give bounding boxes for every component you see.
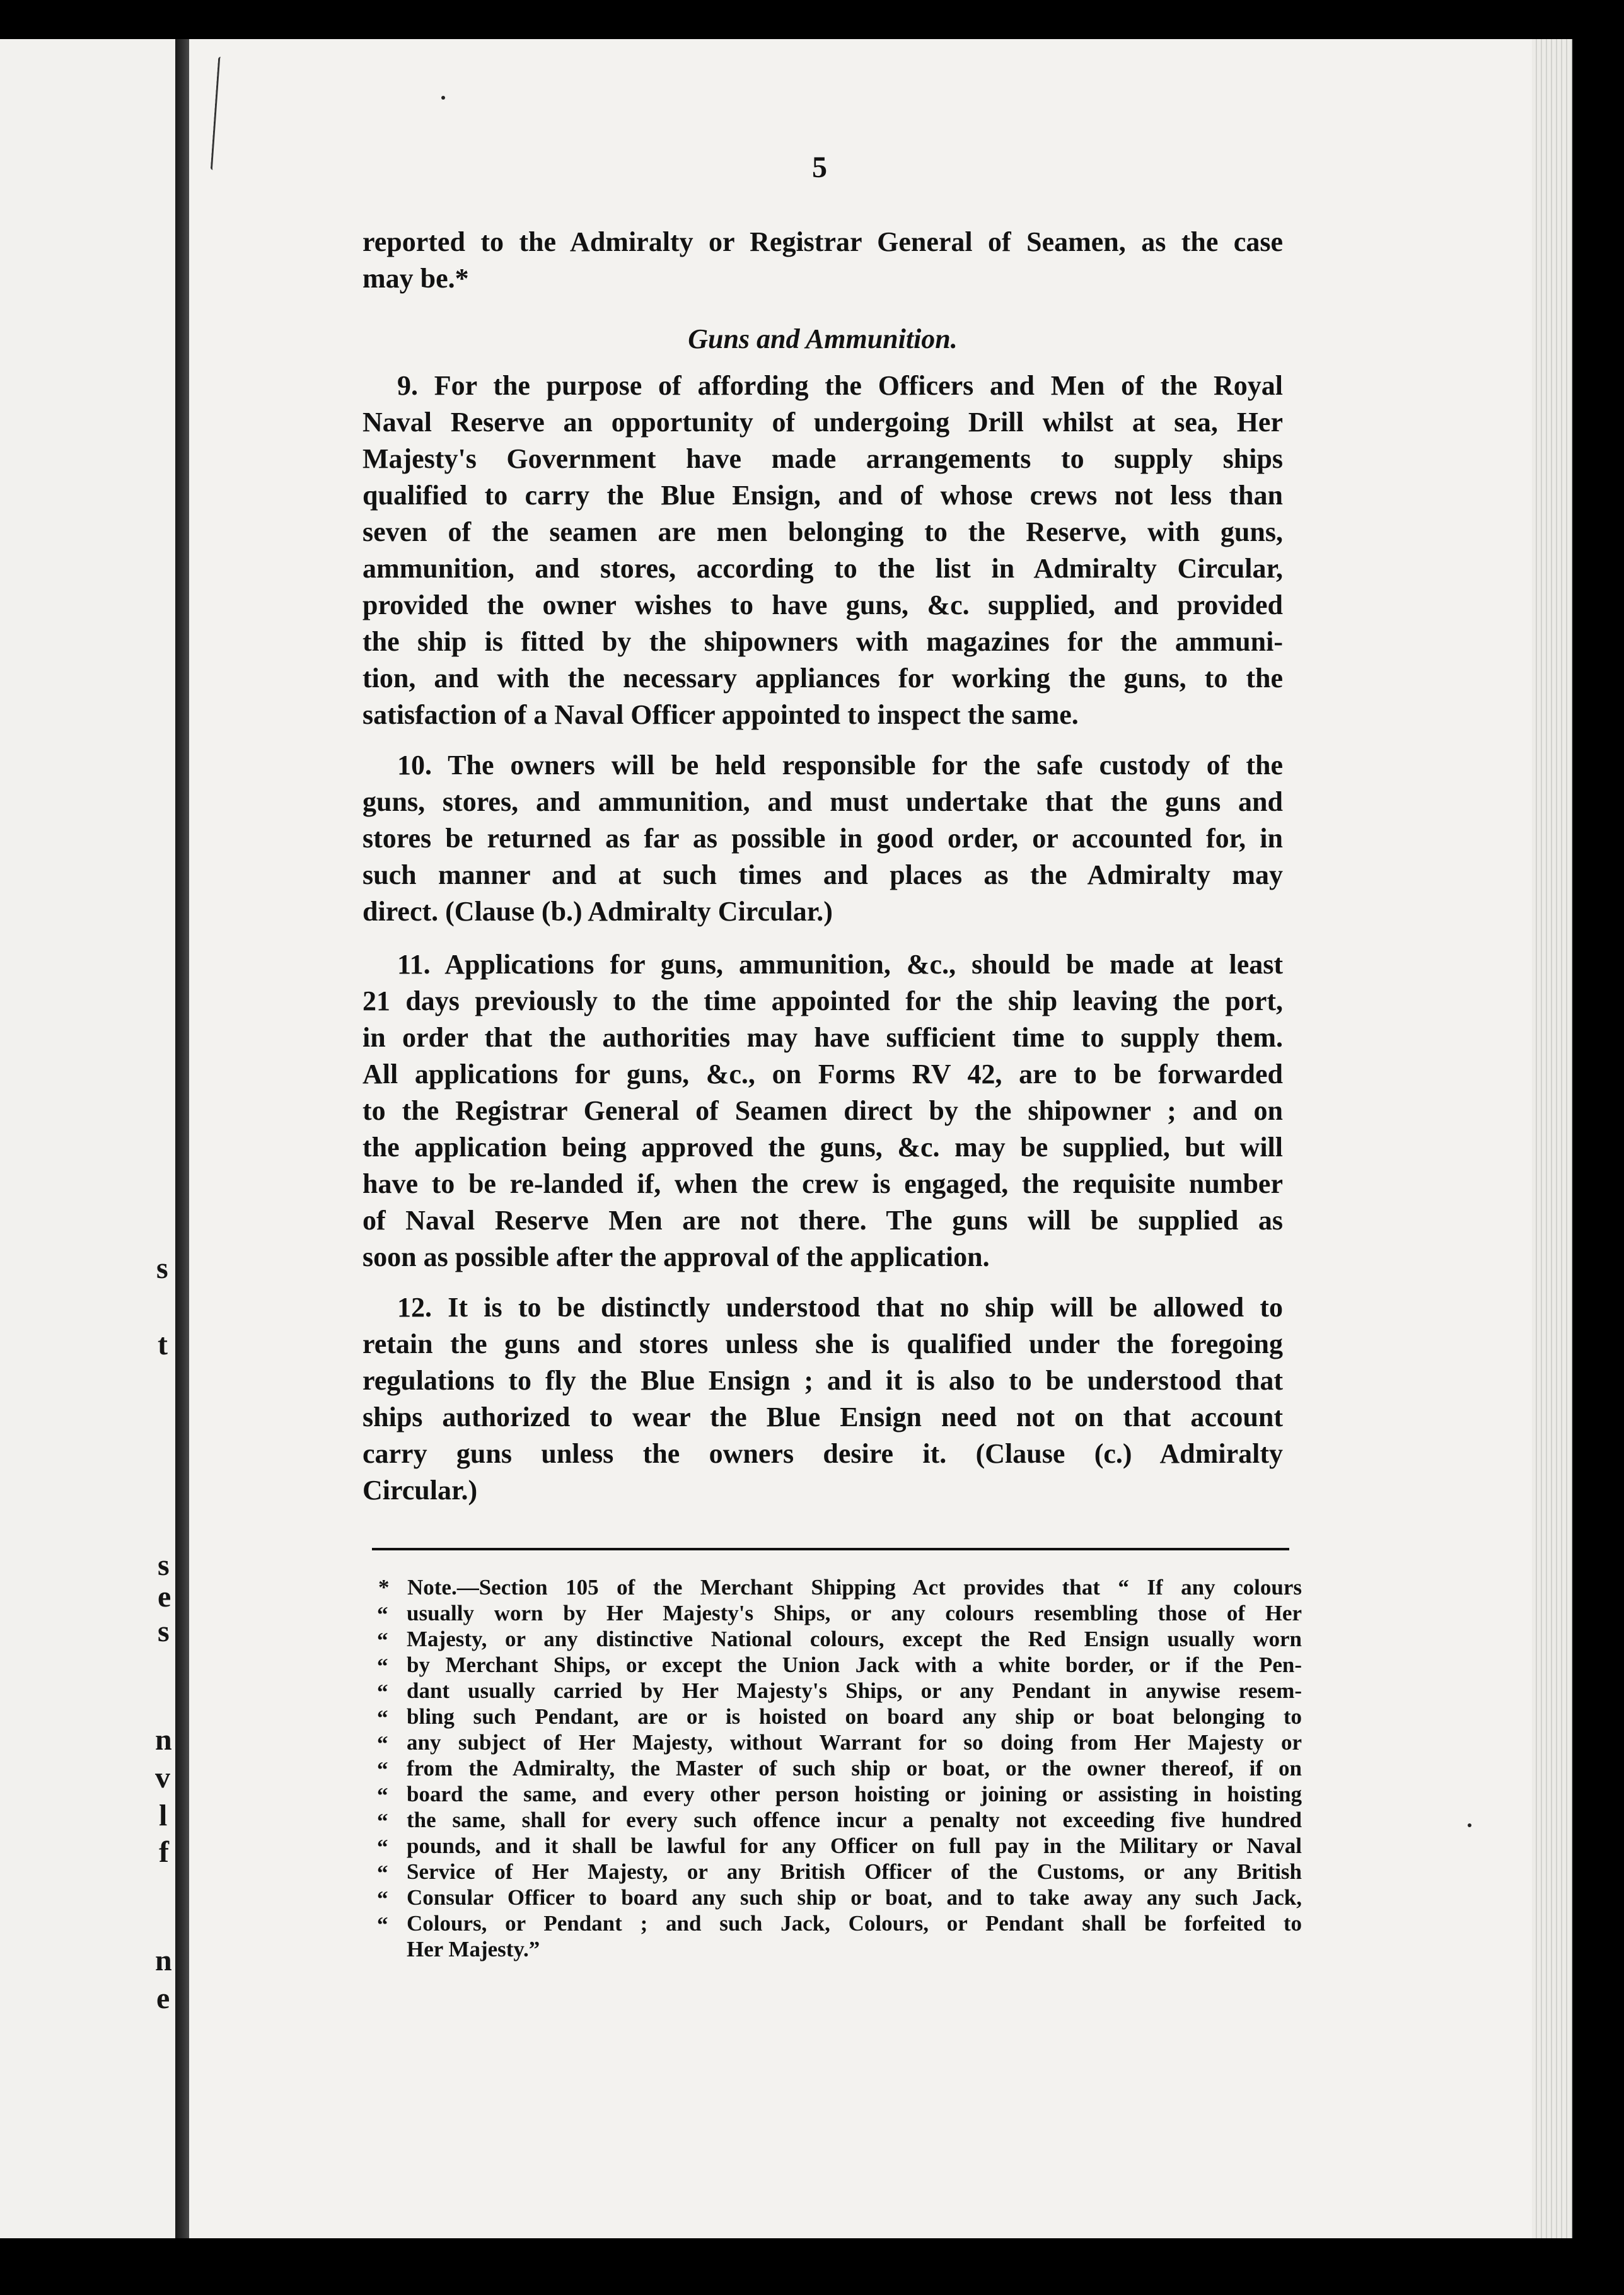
section-heading: Guns and Ammunition. (688, 323, 958, 354)
facing-page-fragment: e (158, 1580, 171, 1613)
body-text-line: in order that the authorities may have sufficient time to supply them. (362, 1022, 1283, 1053)
footnote-line: dant usually carried by Her Majesty's Ships, or any Pendant in anywise resem- (407, 1678, 1302, 1703)
footnote-rule (372, 1548, 1289, 1550)
footnote-line: the same, shall for every such offence incur a penalty not exceeding five hundred (407, 1808, 1302, 1832)
dust-speck (441, 96, 445, 100)
footnote-quote-mark: “ (377, 1680, 388, 1704)
footnote-quote-mark: “ (377, 1809, 388, 1833)
footnote-line: any subject of Her Majesty, without Warrant for so doing from Her Majesty or (407, 1730, 1302, 1755)
body-text-line: ammunition, and stores, according to the list in Admiralty Circular, (362, 553, 1283, 584)
body-text-line: tion, and with the necessary appliances for working the guns, to the (362, 663, 1283, 694)
facing-page-fragment: l (159, 1799, 168, 1832)
body-text-line: may be.* (362, 263, 469, 294)
body-text-line: satisfaction of a Naval Officer appointed to inspect the same. (362, 699, 1079, 730)
body-text-line: qualified to carry the Blue Ensign, and of whose crews not less than (362, 480, 1283, 511)
footnote-quote-mark: “ (377, 1912, 388, 1937)
facing-page-fragment: t (158, 1328, 168, 1361)
footnote-line: bling such Pendant, are or is hoisted on board any ship or boat belonging to (407, 1704, 1302, 1729)
body-text-line: seven of the seamen are men belonging to the Reserve, with guns, (362, 516, 1283, 547)
body-text-line: reported to the Admiralty or Registrar General of Seamen, as the case (362, 226, 1283, 257)
facing-page-fragment: s (156, 1252, 168, 1285)
footnote-quote-mark: “ (377, 1757, 388, 1782)
footnote-quote-mark: “ (377, 1886, 388, 1911)
body-text-line: such manner and at such times and places as the Admiralty may (362, 859, 1283, 890)
footnote-line: Colours, or Pendant ; and such Jack, Colours, or Pendant shall be forfeited to (407, 1911, 1302, 1936)
body-text-line: stores be returned as far as possible in good order, or accounted for, in (362, 823, 1283, 854)
dust-speck (1468, 1823, 1471, 1827)
footnote-line: from the Admiralty, the Master of such ship or boat, or the owner thereof, if on (407, 1756, 1302, 1781)
facing-page-fragment: n (155, 1944, 172, 1977)
facing-page-sliver (0, 39, 175, 2238)
body-text-line: Majesty's Government have made arrangements to supply ships (362, 443, 1283, 474)
footnote-line: Majesty, or any distinctive National colours, except the Red Ensign usually worn (407, 1627, 1302, 1651)
body-text-line: to the Registrar General of Seamen direct by the shipowner ; and on (362, 1095, 1283, 1126)
body-text-line: ships authorized to wear the Blue Ensign need not on that account (362, 1402, 1283, 1432)
facing-page-fragment: n (155, 1723, 172, 1757)
footnote-line: pounds, and it shall be lawful for any Officer on full pay in the Military or Naval (407, 1833, 1302, 1858)
facing-page-fragment: e (156, 1982, 170, 2015)
footnote-quote-mark: “ (377, 1654, 388, 1678)
footnote-line: board the same, and every other person hoisting or joining or assisting in hoisting (407, 1782, 1302, 1806)
footnote-quote-mark: “ (377, 1835, 388, 1859)
footnote-quote-mark: “ (377, 1731, 388, 1756)
scan-border-bottom (0, 2238, 1624, 2295)
page-stack-edge (1532, 39, 1572, 2238)
body-text-line: the ship is fitted by the shipowners with magazines for the ammuni- (362, 626, 1283, 657)
footnote-line: usually worn by Her Majesty's Ships, or any colours resembling those of Her (407, 1601, 1302, 1625)
facing-page-fragment: f (159, 1835, 169, 1869)
body-text-line: provided the owner wishes to have guns, &c. supplied, and provided (362, 590, 1283, 620)
body-text-line: 10. The owners will be held responsible for the safe custody of the (397, 750, 1283, 781)
footnote-quote-mark: “ (377, 1783, 388, 1808)
footnote-line: by Merchant Ships, or except the Union Jack with a white border, or if the Pen- (407, 1653, 1302, 1677)
page-number: 5 (812, 151, 827, 184)
body-text-line: guns, stores, and ammunition, and must undertake that the guns and (362, 786, 1283, 817)
footnote-line: Service of Her Majesty, or any British Officer of the Customs, or any British (407, 1859, 1302, 1884)
body-text-line: soon as possible after the approval of the application. (362, 1241, 990, 1272)
scan-border-right (1572, 0, 1624, 2295)
body-text-line: have to be re-landed if, when the crew is engaged, the requisite number (362, 1168, 1283, 1199)
body-text-line: Circular.) (362, 1475, 478, 1506)
body-text-line: Naval Reserve an opportunity of undergoing Drill whilst at sea, Her (362, 407, 1283, 438)
footnote-quote-mark: “ (377, 1628, 388, 1653)
body-text-line: of Naval Reserve Men are not there. The guns will be supplied as (362, 1205, 1283, 1236)
body-text-line: retain the guns and stores unless she is qualified under the foregoing (362, 1328, 1283, 1359)
footnote-line: * Note.—Section 105 of the Merchant Shipping Act provides that “ If any colours (378, 1575, 1302, 1600)
body-text-line: regulations to fly the Blue Ensign ; and it is also to be understood that (362, 1365, 1283, 1396)
body-text-line: 9. For the purpose of affording the Officers and Men of the Royal (397, 370, 1283, 401)
body-text-line: direct. (Clause (b.) Admiralty Circular.) (362, 896, 833, 927)
body-text-line: 11. Applications for guns, ammunition, &c., should be made at least (397, 949, 1283, 980)
footnote-quote-mark: “ (377, 1705, 388, 1730)
facing-page-fragment: s (158, 1615, 170, 1648)
facing-page-fragment: v (155, 1761, 170, 1794)
body-text-line: 21 days previously to the time appointed for the ship leaving the port, (362, 985, 1283, 1016)
body-text-line: All applications for guns, &c., on Forms RV 42, are to be forwarded (362, 1059, 1283, 1089)
body-text-line: the application being approved the guns, &c. may be supplied, but will (362, 1132, 1283, 1163)
footnote-line: Consular Officer to board any such ship or boat, and to take away any such Jack, (407, 1885, 1302, 1910)
footnote-quote-mark: “ (377, 1861, 388, 1885)
body-text-line: carry guns unless the owners desire it. (Clause (c.) Admiralty (362, 1438, 1283, 1469)
footnote-line: Her Majesty.” (407, 1937, 540, 1961)
scan-border-top (0, 0, 1624, 39)
facing-page-fragment: s (158, 1548, 170, 1582)
footnote-quote-mark: “ (377, 1602, 388, 1627)
book-gutter (175, 39, 189, 2238)
body-text-line: 12. It is to be distinctly understood that no ship will be allowed to (397, 1292, 1283, 1323)
